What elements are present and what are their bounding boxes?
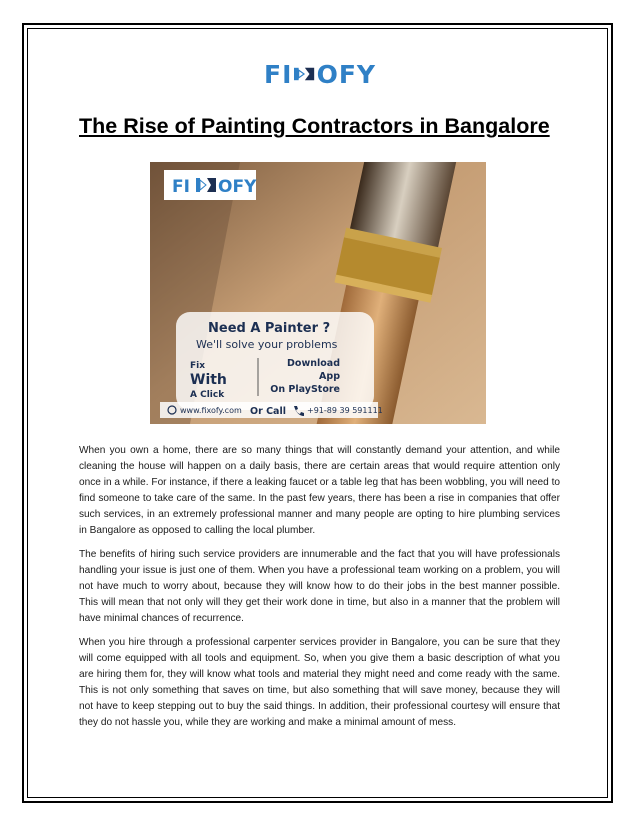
- logo-text-left: FI: [264, 59, 293, 89]
- page-title: The Rise of Painting Contractors in Bangalore: [79, 114, 550, 138]
- hero-or-call: Or Call: [250, 406, 286, 417]
- hero-cta-download: Download: [287, 358, 340, 369]
- logo-text-right: OFY: [316, 59, 376, 89]
- hero-cta-with: With: [190, 372, 227, 388]
- hero-website: www.fixofy.com: [180, 406, 242, 415]
- hero-subline: We'll solve your problems: [196, 338, 338, 351]
- hero-headline: Need A Painter ?: [208, 321, 331, 336]
- hero-logo-right: OFY: [218, 177, 257, 197]
- fixofy-arrow-icon: [294, 63, 314, 85]
- hero-cta-app: App: [319, 371, 340, 382]
- fixofy-logo: [264, 56, 376, 92]
- hero-phone: +91-89 39 591111: [307, 406, 383, 415]
- hero-cta-click: A Click: [190, 390, 225, 400]
- paragraph-3: When you hire through a professional carpenter services provider in Bangalore, you can be sure that they will come equipped with all tools and equipment. So, when you give them a basic description of what you are hiring them for, they will know what tools and material they might need and come ready with the same. This is not only something that saves on time, but also something that will save money, because they will not have to keep stepping out to buy the said things. In addition, their professional courtesy will ensure that they do not hassle you, while they are working and make a minimal amount of mess.: [79, 637, 560, 728]
- paragraph-1: When you own a home, there are so many things that will constantly demand your attention, and while cleaning the house will happen on a daily basis, there are certain areas that would require attention only once in a while. For instance, if there a leaking faucet or a table leg that has been wobbling, you will need to find someone to take care of the same. In the past few years, there has been a rise in companies that offer such services, in an extremely professional manner and many people are opting to hire plumbing services in Bangalore as opposed to calling the local plumber.: [79, 445, 560, 536]
- hero-image: [150, 162, 486, 424]
- hero-logo-left: FI: [172, 177, 190, 197]
- hero-cta-fix: Fix: [190, 361, 206, 371]
- paragraph-2: The benefits of hiring such service providers are innumerable and the fact that you will have professionals handling your issue is just one of them. When you have a professional team working on a problem, you will not have much to worry about, because they will know how to do their jobs in the best manner possible. This will mean that not only will they get their work done in time, but also in a manner that the problem will have minimal chances of recurrence.: [79, 549, 560, 624]
- hero-cta-playstore: On PlayStore: [270, 384, 340, 395]
- article-body: [79, 443, 560, 739]
